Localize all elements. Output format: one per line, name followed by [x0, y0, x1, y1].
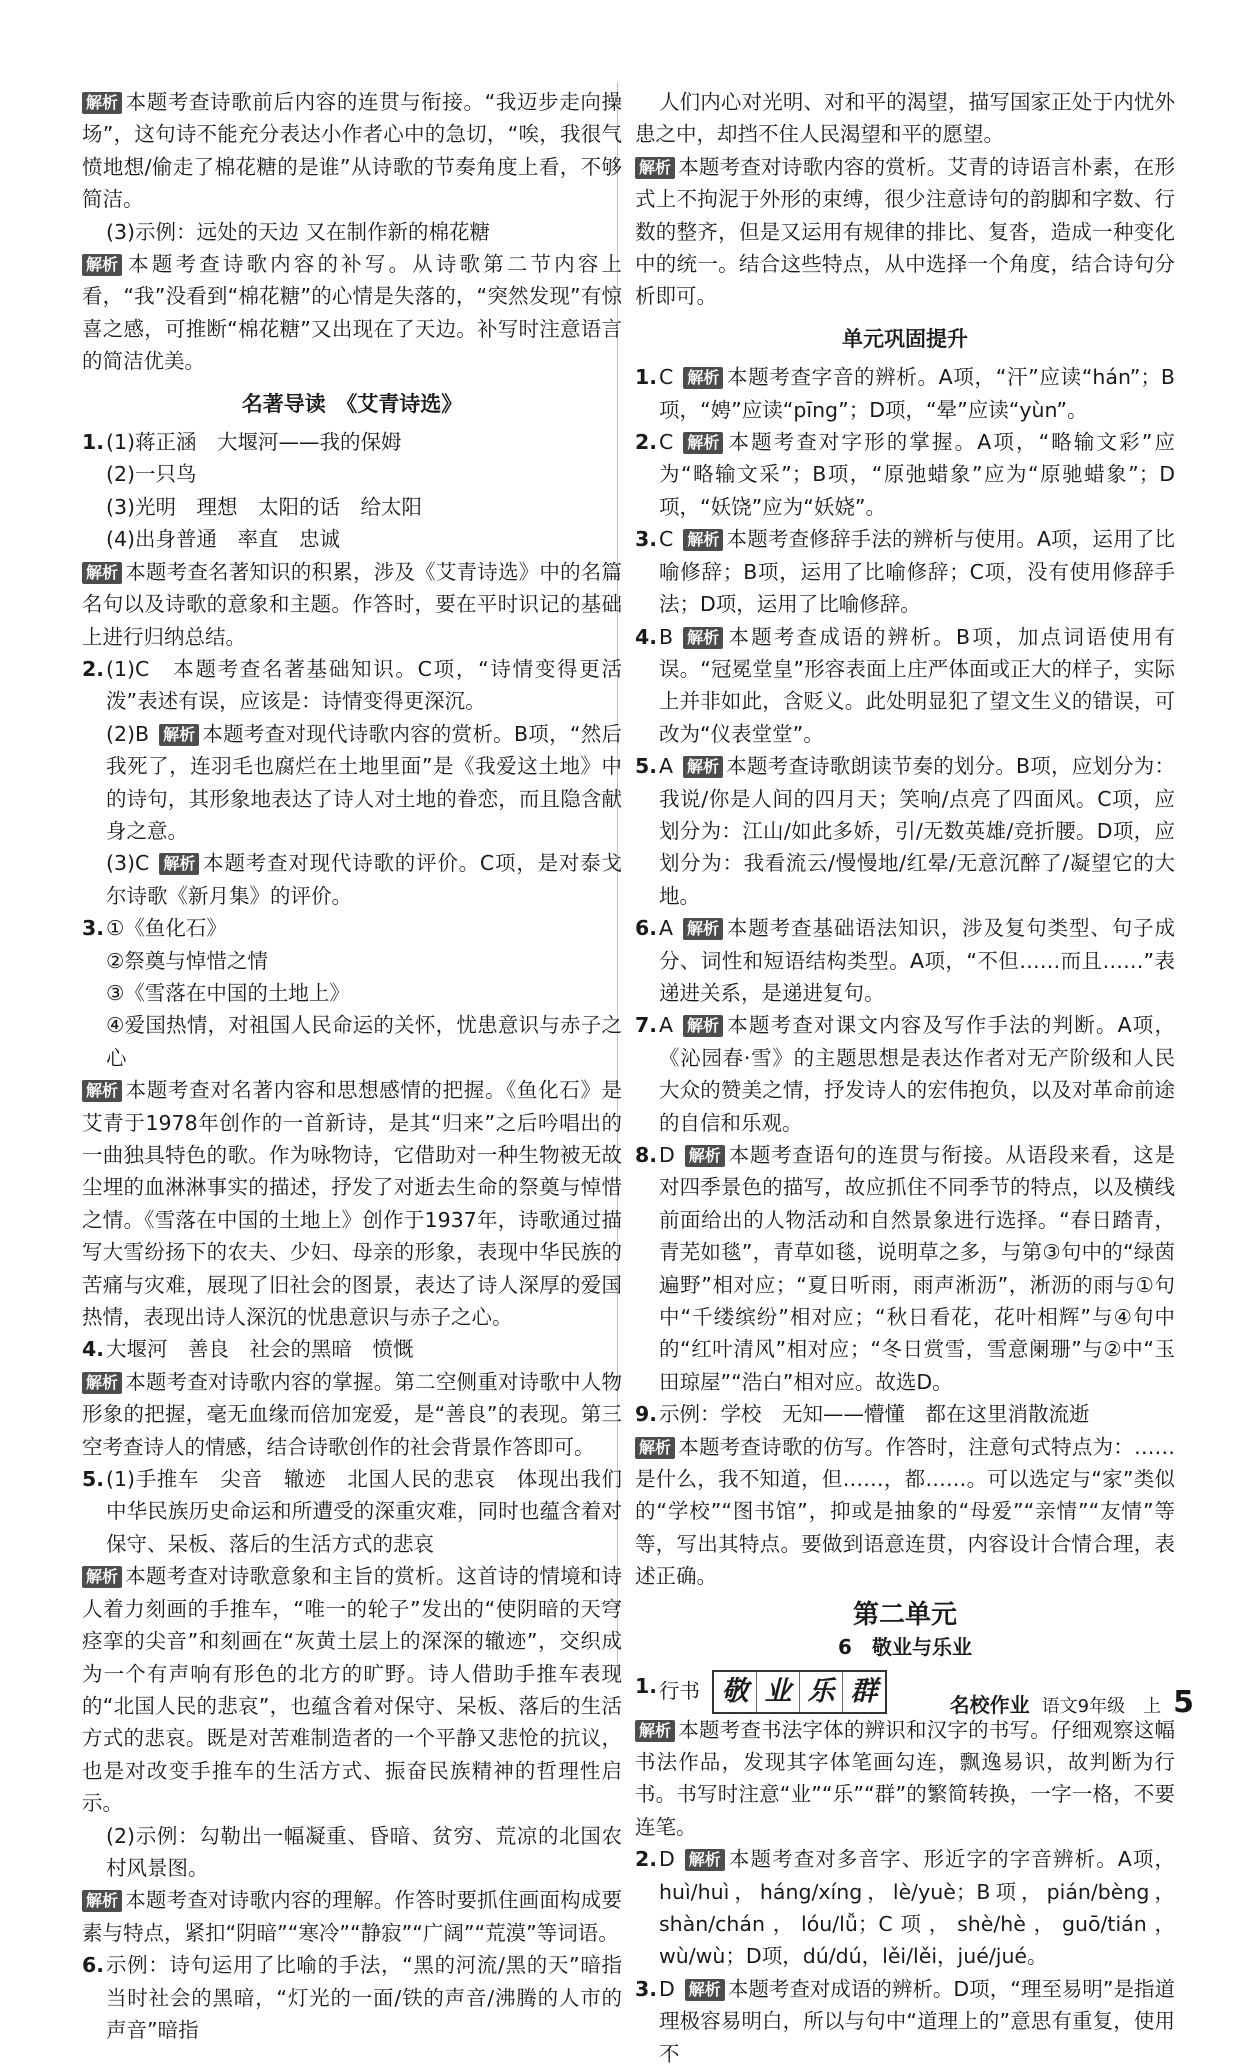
- question-item: [635, 1398, 1175, 1430]
- answer-text: 示例：学校 无知——懵懂 都在这里消散流逝: [659, 1402, 1090, 1427]
- analysis-tag: 解析: [683, 756, 723, 778]
- calligraphy-char: 敬: [714, 1672, 757, 1712]
- answer-choice: B: [659, 624, 674, 649]
- lesson-title: 6 敬业与乐业: [838, 1635, 972, 1660]
- question-number: 1.: [82, 430, 105, 455]
- question-number: 4.: [82, 1337, 105, 1362]
- answer-choice: A: [659, 754, 674, 779]
- question-item: [635, 1009, 1175, 1139]
- answer-text: 本题考查对成语的辨析。D项，“理至易明”是指道理极容易明白，所以与句中“道理上的”意思有重复，使用不: [659, 1976, 1175, 2066]
- analysis-text: 本题考查对诗歌内容的掌握。第二空侧重对诗歌中人物形象的把握，毫无血缘而倍加宠爱，是“善良”的表现。第三空考查诗人的情感，结合诗歌创作的社会背景作答即可。: [82, 1369, 622, 1459]
- answer-text: 本题考查成语的辨析。B项，加点词语使用有误。“冠冕堂皇”形容表面上庄严体面或正大的样子，实际上并非如此，含贬义。此处明显犯了望文生义的错误，可改为“仪表堂堂”。: [659, 624, 1175, 746]
- answer-choice: C: [659, 365, 674, 390]
- text-paragraph: [635, 86, 1175, 151]
- left-column: [82, 86, 622, 2046]
- answer-choice: D: [659, 1847, 675, 1872]
- question-item: [635, 1843, 1175, 1973]
- analysis-tag: 解析: [685, 1979, 725, 2001]
- answer-choice: D: [659, 1976, 675, 2001]
- sub-answer: [82, 977, 622, 1009]
- analysis-tag: 解析: [82, 92, 122, 114]
- answer-choice: (3)C: [106, 851, 150, 876]
- answer-text: 本题考查对现代诗歌的评价。C项，是对泰戈尔诗歌《新月集》的评价。: [106, 851, 622, 908]
- analysis-tag: 解析: [82, 1372, 122, 1394]
- question-number: 2.: [635, 1847, 658, 1872]
- answer-text: (2)一只鸟: [106, 462, 197, 487]
- analysis-tag: 解析: [82, 1080, 122, 1102]
- calligraphy-char: 群: [850, 1675, 878, 1707]
- question-item: [82, 1463, 622, 1560]
- question-item: [635, 523, 1175, 620]
- sub-answer: [82, 523, 622, 555]
- question-number: 3.: [635, 1976, 658, 2001]
- question-number: 4.: [635, 624, 658, 649]
- sub-answer: [82, 458, 622, 490]
- sub-answer: [82, 1820, 622, 1885]
- analysis-text: 本题考查诗歌内容的补写。从诗歌第二节内容上看，“我”没看到“棉花糖”的心情是失落的，“突然发现”有惊喜之感，可推断“棉花糖”又出现在了天边。补写时注意语言的简洁优美。: [82, 252, 622, 374]
- analysis-text: 本题考查诗歌的仿写。作答时，注意句式特点为：……是什么，我不知道，但……，都……。可以选定与“家”类似的“学校”“图书馆”，抑或是抽象的“母爱”“亲情”“友情”等等，写出其特点。要做到语意连贯，内容设计合情合理，表述正确。: [635, 1434, 1175, 1589]
- question-number: 6.: [635, 916, 658, 941]
- answer-choice: C: [659, 430, 674, 455]
- sub-answer: [82, 216, 622, 248]
- answer-text: (1)手推车 尖音 辙迹 北国人民的悲哀 体现出我们中华民族历史命运和所遭受的深重灾难，同时也蕴含着对保守、呆板、落后的生活方式的悲哀: [106, 1467, 622, 1556]
- right-column: [635, 86, 1175, 2070]
- question-item: [82, 426, 622, 458]
- analysis-paragraph: [82, 1366, 622, 1463]
- answer-text: 本题考查对多音字、形近字的字音辨析。A项，huì/huì，háng/xíng，lè/yuè；B项，pián/bèng，shàn/chán，lóu/lǚ；C项，shè/hè，guō/tián，wù/wù；D项，dú/dú，lěi/lěi，jué/jué。: [659, 1847, 1175, 1969]
- page-number: 5: [1173, 1685, 1194, 1720]
- answer-text: (1)C 本题考查名著基础知识。C项，“诗情变得更活泼”表述有误，应该是：诗情变得更深沉。: [106, 656, 622, 714]
- answer-text: (3)光明 理想 太阳的话 给太阳: [106, 494, 423, 519]
- answer-text: 大堰河 善良 社会的黑暗 愤慨: [106, 1337, 414, 1362]
- question-number: 5.: [635, 754, 658, 779]
- analysis-tag: 解析: [683, 918, 723, 940]
- calligraphy-char: 业: [757, 1672, 800, 1712]
- analysis-tag: 解析: [159, 853, 199, 875]
- analysis-paragraph: [82, 1560, 622, 1819]
- answer-text: (1)蒋正涵 大堰河——我的保姆: [106, 430, 402, 455]
- analysis-tag: 解析: [683, 627, 723, 649]
- question-number: 3.: [635, 527, 658, 552]
- analysis-tag: 解析: [683, 432, 723, 454]
- answer-text: 本题考查对课文内容及写作手法的判断。A项，《沁园春·雪》的主题思想是表达作者对无产阶级和人民大众的赞美之情，抒发诗人的宏伟抱负，以及对革命前途的自信和乐观。: [659, 1013, 1175, 1135]
- question-number: 2.: [82, 656, 105, 681]
- analysis-text: 本题考查诗歌前后内容的连贯与衔接。“我迈步走向操场”，这句诗不能充分表达小作者心中的急切，“唉，我很气愤地想/偷走了棉花糖的是谁”从诗歌的节奏角度上看，不够简洁。: [82, 90, 622, 212]
- question-number: 1.: [635, 365, 658, 390]
- answer-text: 本题考查修辞手法的辨析与使用。A项，运用了比喻修辞；B项，运用了比喻修辞；C项，没有使用修辞手法；D项，运用了比喻修辞。: [659, 527, 1175, 617]
- analysis-paragraph: [635, 1431, 1175, 1593]
- question-number: 9.: [635, 1402, 658, 1427]
- analysis-tag: 解析: [685, 1849, 725, 1871]
- question-number: 5.: [82, 1467, 105, 1492]
- answer-text: (2)示例：勾勒出一幅凝重、昏暗、贫穷、荒凉的北国农村风景图。: [106, 1823, 622, 1880]
- answer-text: ①《鱼化石》: [106, 916, 227, 941]
- answer-text: 本题考查对现代诗歌内容的赏析。B项，“然后我死了，连羽毛也腐烂在土地里面”是《我爱这土地》中的诗句，其形象地表达了诗人对土地的眷恋，而且隐含献身之意。: [106, 721, 622, 843]
- answer-text: 本题考查语句的连贯与衔接。从语段来看，这是对四季景色的描写，故应抓住不同季节的特点，以及横线前面给出的人物活动和自然景象进行选择。“春日踏青，青芜如毯”，青草如毯，说明草之多，与第③句中的“绿茵遍野”相对应；“夏日听雨，雨声淅沥”，淅沥的雨与①句中“千缕缤纷”相对应；“秋日看花，花叶相辉”与④句中的“红叶清风”相对应；“冬日赏雪，雪意阑珊”与②中“玉田琼屋”“浩白”相对应。故选D。: [659, 1143, 1175, 1394]
- answer-text: ②祭奠与悼惜之情: [106, 948, 268, 973]
- page-footer: [950, 1685, 1194, 1720]
- analysis-tag: 解析: [685, 1145, 725, 1167]
- answer-text: 行书: [659, 1678, 700, 1703]
- question-number: 2.: [635, 430, 658, 455]
- answer-choice: (2)B: [106, 721, 150, 746]
- analysis-text: 本题考查对诗歌内容的理解。作答时要抓住画面构成要素与特点，紧扣“阴暗”“寒冷”“静寂”“广阔”“荒漠”等词语。: [82, 1888, 622, 1945]
- section-title: 单元巩固提升: [842, 326, 968, 351]
- answer-choice: A: [659, 916, 674, 941]
- analysis-tag: 解析: [683, 367, 723, 389]
- question-item: [82, 1333, 622, 1365]
- analysis-paragraph: [82, 556, 622, 653]
- question-item: [635, 621, 1175, 751]
- answer-text: 本题考查字音的辨析。A项，“汗”应读“hán”；B项，“娉”应读“pīng”；D项，“晕”应读“yùn”。: [659, 365, 1175, 422]
- analysis-tag: 解析: [635, 157, 675, 179]
- calligraphy-box: [712, 1670, 887, 1714]
- answer-text: ③《雪落在中国的土地上》: [106, 980, 350, 1005]
- analysis-tag: 解析: [159, 724, 199, 746]
- analysis-paragraph: [82, 248, 622, 378]
- answer-choice: D: [659, 1143, 675, 1167]
- question-item: [635, 426, 1175, 523]
- answer-choice: C: [659, 527, 674, 552]
- answer-text: ④爱国热情，对祖国人民命运的关怀，忧患意识与赤子之心: [106, 1013, 622, 1070]
- unit-title: 第二单元: [852, 1599, 957, 1630]
- analysis-text: 本题考查对诗歌意象和主旨的赏析。这首诗的情境和诗人着力刻画的手推车，“唯一的轮子”发出的“使阴暗的天穹痉挛的尖音”和刻画在“灰黄土层上的深深的辙迹”，交织成为一个有声响有形色的北方的旷野。诗人借助手推车表现的“北国人民的悲哀”，也蕴含着对保守、呆板、落后的生活方式的悲哀。既是对苦难制造者的一个平静又悲怆的抗议，也是对改变手推车的生活方式、振奋民族精神的哲理性启示。: [82, 1564, 622, 1816]
- analysis-paragraph: [82, 86, 622, 216]
- analysis-tag: 解析: [683, 1015, 723, 1037]
- question-item: [635, 361, 1175, 426]
- analysis-tag: 解析: [635, 1437, 675, 1459]
- answer-text: 本题考查对字形的掌握。A项，“略输文彩”应为“略输文采”；B项，“原弛蜡象”应为“原驰蜡象”；D项，“妖饶”应为“妖娆”。: [659, 430, 1175, 519]
- question-number: 7.: [635, 1013, 658, 1038]
- footer-subject: 语文9年级 上: [1041, 1696, 1162, 1717]
- answer-text: 本题考查诗歌朗读节奏的划分。B项，应划分为：我说/你是人间的四月天；笑响/点亮了四面风。C项，应划分为：江山/如此多娇，引/无数英雄/竞折腰。D项，应划分为：我看流云/慢慢地/红晕/无意沉醉了/凝望它的大地。: [659, 754, 1175, 908]
- question-item: [635, 1973, 1175, 2070]
- analysis-paragraph: [82, 1074, 622, 1333]
- question-number: 8.: [635, 1143, 658, 1167]
- answer-text: (3)示例：远处的天边 又在制作新的棉花糖: [106, 219, 491, 244]
- answer-text: 本题考查基础语法知识，涉及复句类型、句子成分、词性和短语结构类型。A项，“不但……而且……”表递进关系，是递进复句。: [659, 916, 1175, 1005]
- question-item: [635, 1139, 1175, 1398]
- question-item: [82, 912, 622, 944]
- analysis-text: 本题考查对名著内容和思想感情的把握。《鱼化石》是艾青于1978年创作的一首新诗，是其“归来”之后吟唱出的一曲独具特色的歌。作为咏物诗，它借助对一种生物被无故尘埋的血淋淋事实的描述，抒发了对逝去生命的祭奠与悼惜之情。《雪落在中国的土地上》创作于1937年，诗歌通过描写大雪纷扬下的农夫、少妇、母亲的形象，表现中华民族的苦痛与灾难，展现了旧社会的图景，表达了诗人深厚的爱国热情，表现出诗人深沉的忧患意识与赤子之心。: [82, 1078, 622, 1330]
- analysis-tag: 解析: [82, 1566, 122, 1588]
- analysis-text: 本题考查对诗歌内容的赏析。艾青的诗语言朴素，在形式上不拘泥于外形的束缚，很少注意诗句的韵脚和字数、行数的整齐，但是又运用有规律的排比、复沓，造成一种变化中的统一。结合这些特点，从中选择一个角度，结合诗句分析即可。: [635, 154, 1175, 309]
- answer-text: (4)出身普通 率直 忠诚: [106, 527, 341, 552]
- analysis-paragraph: [82, 1884, 622, 1949]
- analysis-paragraph: [635, 151, 1175, 313]
- analysis-text: 本题考查名著知识的积累，涉及《艾青诗选》中的名篇名句以及诗歌的意象和主题。作答时，要在平时识记的基础上进行归纳总结。: [82, 559, 622, 649]
- footer-brand: 名校作业: [949, 1693, 1030, 1717]
- section-title: 名著导读 《艾青诗选》: [241, 391, 463, 416]
- question-item: [82, 653, 622, 718]
- analysis-paragraph: [635, 1714, 1175, 1844]
- answer-text: 示例：诗句运用了比喻的手法，“黑的河流/黑的天”暗指当时社会的黑暗，“灯光的一面/铁的声音/沸腾的人市的声音”暗指: [106, 1953, 622, 2042]
- question-item: [82, 1949, 622, 2046]
- question-item: [635, 750, 1175, 912]
- text-content: 人们内心对光明、对和平的渴望，描写国家正处于内忧外患之中，却挡不住人民渴望和平的愿望。: [635, 90, 1175, 147]
- sub-answer: [82, 491, 622, 523]
- question-number: 3.: [82, 916, 105, 941]
- calligraphy-char: 乐: [800, 1672, 843, 1712]
- analysis-tag: 解析: [635, 1720, 675, 1742]
- question-item: [635, 912, 1175, 1009]
- sub-answer: [82, 945, 622, 977]
- sub-answer: [82, 718, 622, 848]
- sub-answer: [82, 1009, 622, 1074]
- analysis-tag: 解析: [82, 254, 122, 276]
- answer-choice: A: [659, 1013, 674, 1038]
- question-number: 6.: [82, 1953, 105, 1978]
- analysis-tag: 解析: [683, 529, 723, 551]
- analysis-text: 本题考查书法字体的辨识和汉字的书写。仔细观察这幅书法作品，发现其字体笔画勾连，飘逸易识，故判断为行书。书写时注意“业”“乐”“群”的繁简转换，一字一格，不要连笔。: [635, 1717, 1175, 1839]
- question-number: 1.: [635, 1673, 658, 1698]
- analysis-tag: 解析: [82, 562, 122, 584]
- sub-answer: [82, 847, 622, 912]
- analysis-tag: 解析: [82, 1890, 122, 1912]
